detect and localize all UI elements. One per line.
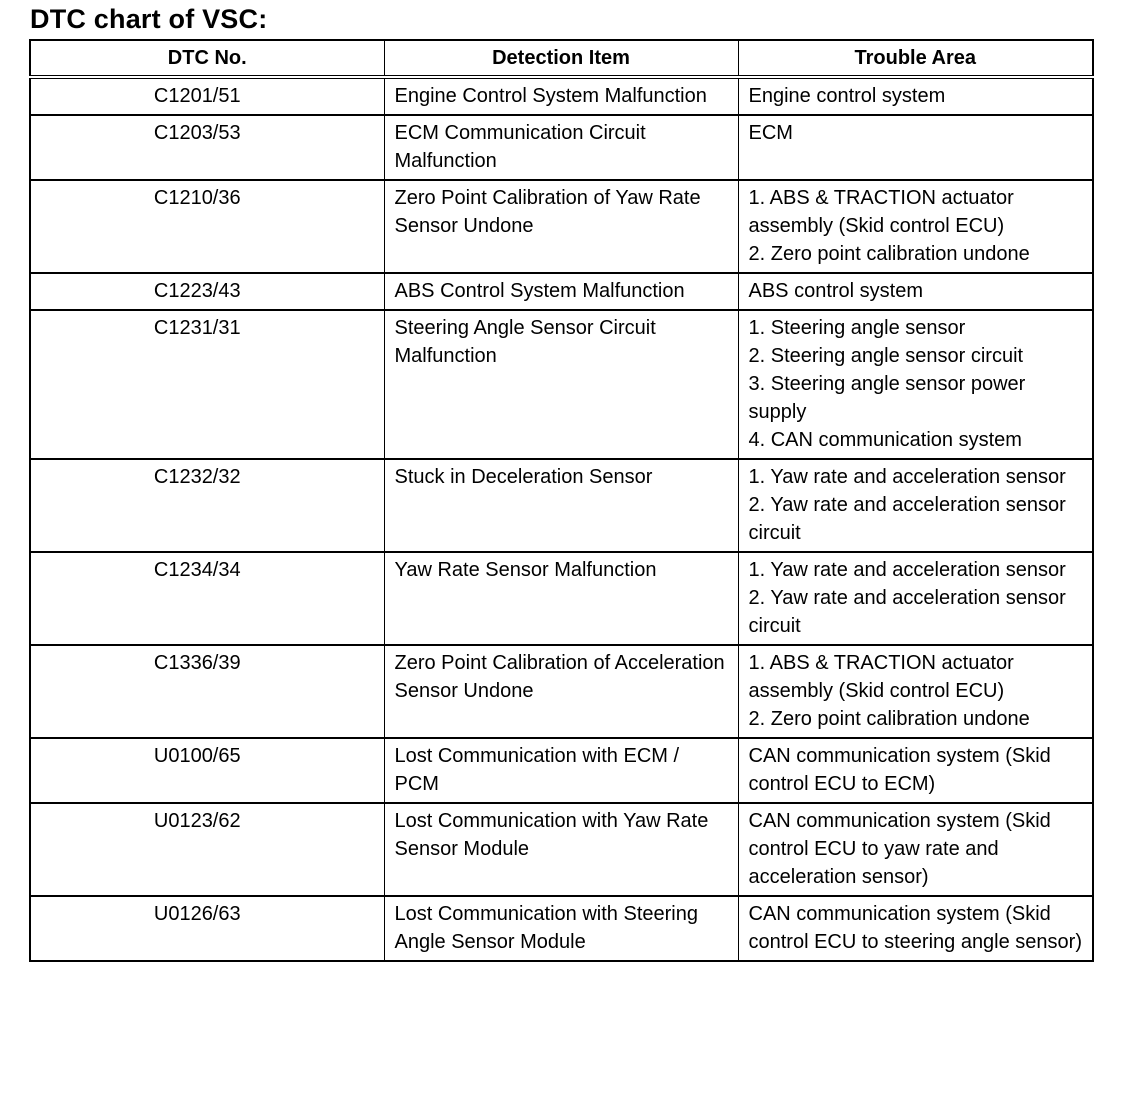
header-trouble-area: Trouble Area [738,40,1093,77]
table-row [30,738,1093,803]
table-row [30,896,1093,961]
trouble-area-line: ECM [748,122,793,144]
dtc-code-cell: U0126/63 [30,896,384,961]
trouble-area-line: CAN communication system (Skid control ECU to ECM) [748,745,1051,795]
detection-item-cell: Lost Communication with ECM / PCM [384,738,738,803]
detection-item-cell: Steering Angle Sensor Circuit Malfunction [384,310,738,459]
dtc-code-cell: C1201/51 [30,77,384,115]
trouble-area-line: 2. Zero point calibration undone [748,243,1030,265]
trouble-area-cell [738,645,1093,738]
trouble-area-line: 4. CAN communication system [748,429,1022,451]
trouble-area-cell [738,273,1093,310]
dtc-code-cell: C1203/53 [30,115,384,180]
trouble-area-line: Engine control system [748,85,946,107]
table-row [30,310,1093,459]
trouble-area-cell [738,738,1093,803]
trouble-area-line: ABS control system [748,280,924,302]
trouble-area-cell [738,552,1093,645]
header-detection-item: Detection Item [384,40,738,77]
table-header [30,40,1093,77]
table-row [30,459,1093,552]
table-row [30,552,1093,645]
trouble-area-line: 2. Yaw rate and acceleration sensor circuit [748,494,1066,544]
header-row [30,40,1093,77]
trouble-area-line: CAN communication system (Skid control ECU to yaw rate and acceleration sensor) [748,810,1051,888]
dtc-code-cell: U0100/65 [30,738,384,803]
dtc-code-cell: C1234/34 [30,552,384,645]
trouble-area-line: 2. Steering angle sensor circuit [748,345,1024,367]
trouble-area-cell [738,459,1093,552]
page-title: DTC chart of VSC: [30,4,268,34]
dtc-code-cell: C1223/43 [30,273,384,310]
detection-item-cell: Lost Communication with Yaw Rate Sensor Module [384,803,738,896]
trouble-area-cell [738,803,1093,896]
detection-item-cell: Yaw Rate Sensor Malfunction [384,552,738,645]
trouble-area-line: 1. Yaw rate and acceleration sensor [748,466,1066,488]
header-dtc-no: DTC No. [30,40,384,77]
trouble-area-line: 3. Steering angle sensor power supply [748,373,1026,423]
dtc-code-cell: C1232/32 [30,459,384,552]
detection-item-cell: Zero Point Calibration of Acceleration Sensor Undone [384,645,738,738]
dtc-code-cell: C1336/39 [30,645,384,738]
trouble-area-line: 1. ABS & TRACTION actuator assembly (Skid control ECU) [748,652,1014,702]
dtc-code-cell: C1210/36 [30,180,384,273]
table-row [30,803,1093,896]
trouble-area-cell [738,310,1093,459]
detection-item-cell: Stuck in Deceleration Sensor [384,459,738,552]
table-row [30,645,1093,738]
detection-item-cell: Engine Control System Malfunction [384,77,738,115]
trouble-area-cell [738,115,1093,180]
table-row [30,115,1093,180]
table-row [30,273,1093,310]
dtc-table [29,39,1094,962]
detection-item-cell: Zero Point Calibration of Yaw Rate Sensor Undone [384,180,738,273]
dtc-code-cell: C1231/31 [30,310,384,459]
dtc-code-cell: U0123/62 [30,803,384,896]
table-body [30,77,1093,961]
trouble-area-line: 2. Zero point calibration undone [748,708,1030,730]
trouble-area-cell [738,77,1093,115]
detection-item-cell: ABS Control System Malfunction [384,273,738,310]
trouble-area-cell [738,896,1093,961]
trouble-area-line: 1. Yaw rate and acceleration sensor [748,559,1066,581]
trouble-area-line: 1. ABS & TRACTION actuator assembly (Skid control ECU) [748,187,1014,237]
trouble-area-cell [738,180,1093,273]
detection-item-cell: Lost Communication with Steering Angle Sensor Module [384,896,738,961]
table-row [30,180,1093,273]
trouble-area-line: CAN communication system (Skid control ECU to steering angle sensor) [748,903,1082,953]
trouble-area-line: 1. Steering angle sensor [748,317,966,339]
detection-item-cell: ECM Communication Circuit Malfunction [384,115,738,180]
table-row [30,77,1093,115]
trouble-area-line: 2. Yaw rate and acceleration sensor circuit [748,587,1066,637]
